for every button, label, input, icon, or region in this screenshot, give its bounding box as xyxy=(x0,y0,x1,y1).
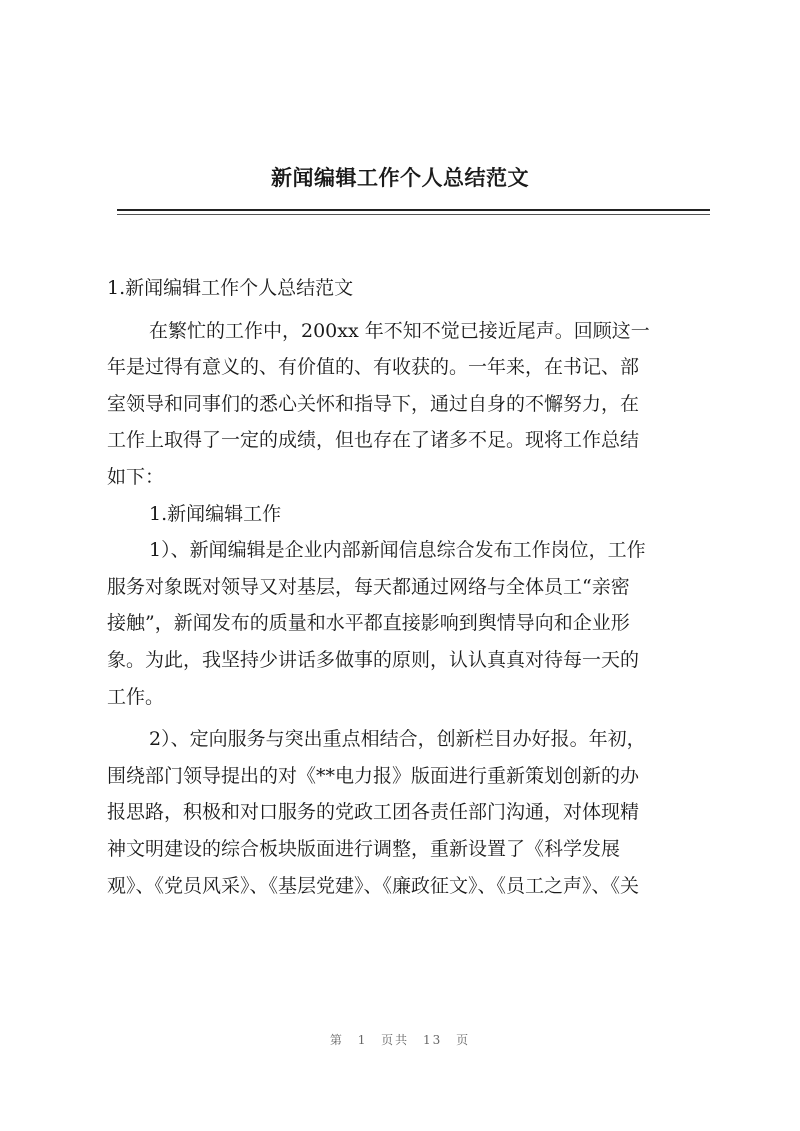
text-line: 围绕部门领导提出的对《**电力报》版面进行重新策划创新的办 xyxy=(107,764,640,787)
text-line: 工作上取得了一定的成绩，但也存在了诸多不足。现将工作总结 xyxy=(107,429,640,452)
text-line: 象。为此，我坚持少讲话多做事的原则，认认真真对待每一天的 xyxy=(107,648,640,671)
document-body xyxy=(107,270,711,904)
footer-total-pages: 13 xyxy=(423,1033,443,1047)
text-line: 工作。 xyxy=(107,685,165,708)
text-line: 服务对象既对领导又对基层，每天都通过网络与全体员工“亲密 xyxy=(107,575,630,598)
footer-label-page: 第 xyxy=(329,1033,344,1047)
page-footer xyxy=(0,1031,800,1048)
text-line: 观》、《党员风采》、《基层党建》、《廉政征文》、《员工之声》、《关 xyxy=(107,874,640,897)
title-divider xyxy=(117,209,710,211)
title-divider-thin xyxy=(117,214,710,215)
text-line: 1）、新闻编辑是企业内部新闻信息综合发布工作岗位，工作 xyxy=(149,539,646,562)
text-line: 2）、定向服务与突出重点相结合，创新栏目办好报。年初， xyxy=(149,728,646,751)
footer-label-end: 页 xyxy=(456,1033,471,1047)
text-line: 神文明建设的综合板块版面进行调整，重新设置了《科学发展 xyxy=(107,837,621,860)
text-line: 1.新闻编辑工作个人总结范文 xyxy=(107,277,354,299)
footer-current-page: 1 xyxy=(357,1033,368,1047)
footer-label-total: 页共 xyxy=(381,1033,410,1047)
text-line: 报思路，积极和对口服务的党政工团各责任部门沟通，对体现精 xyxy=(107,801,640,824)
text-line: 接触”，新闻发布的质量和水平都直接影响到舆情导向和企业形 xyxy=(107,612,630,635)
text-line: 室领导和同事们的悉心关怀和指导下，通过自身的不懈努力，在 xyxy=(107,392,640,415)
document-title: 新闻编辑工作个人总结范文 xyxy=(271,165,529,190)
text-line: 年是过得有意义的、有价值的、有收获的。一年来，在书记、部 xyxy=(107,356,640,379)
text-line: 如下： xyxy=(107,465,165,488)
text-line: 1.新闻编辑工作 xyxy=(149,502,282,525)
text-line: 在繁忙的工作中，200xx 年不知不觉已接近尾声。回顾这一 xyxy=(149,319,650,342)
